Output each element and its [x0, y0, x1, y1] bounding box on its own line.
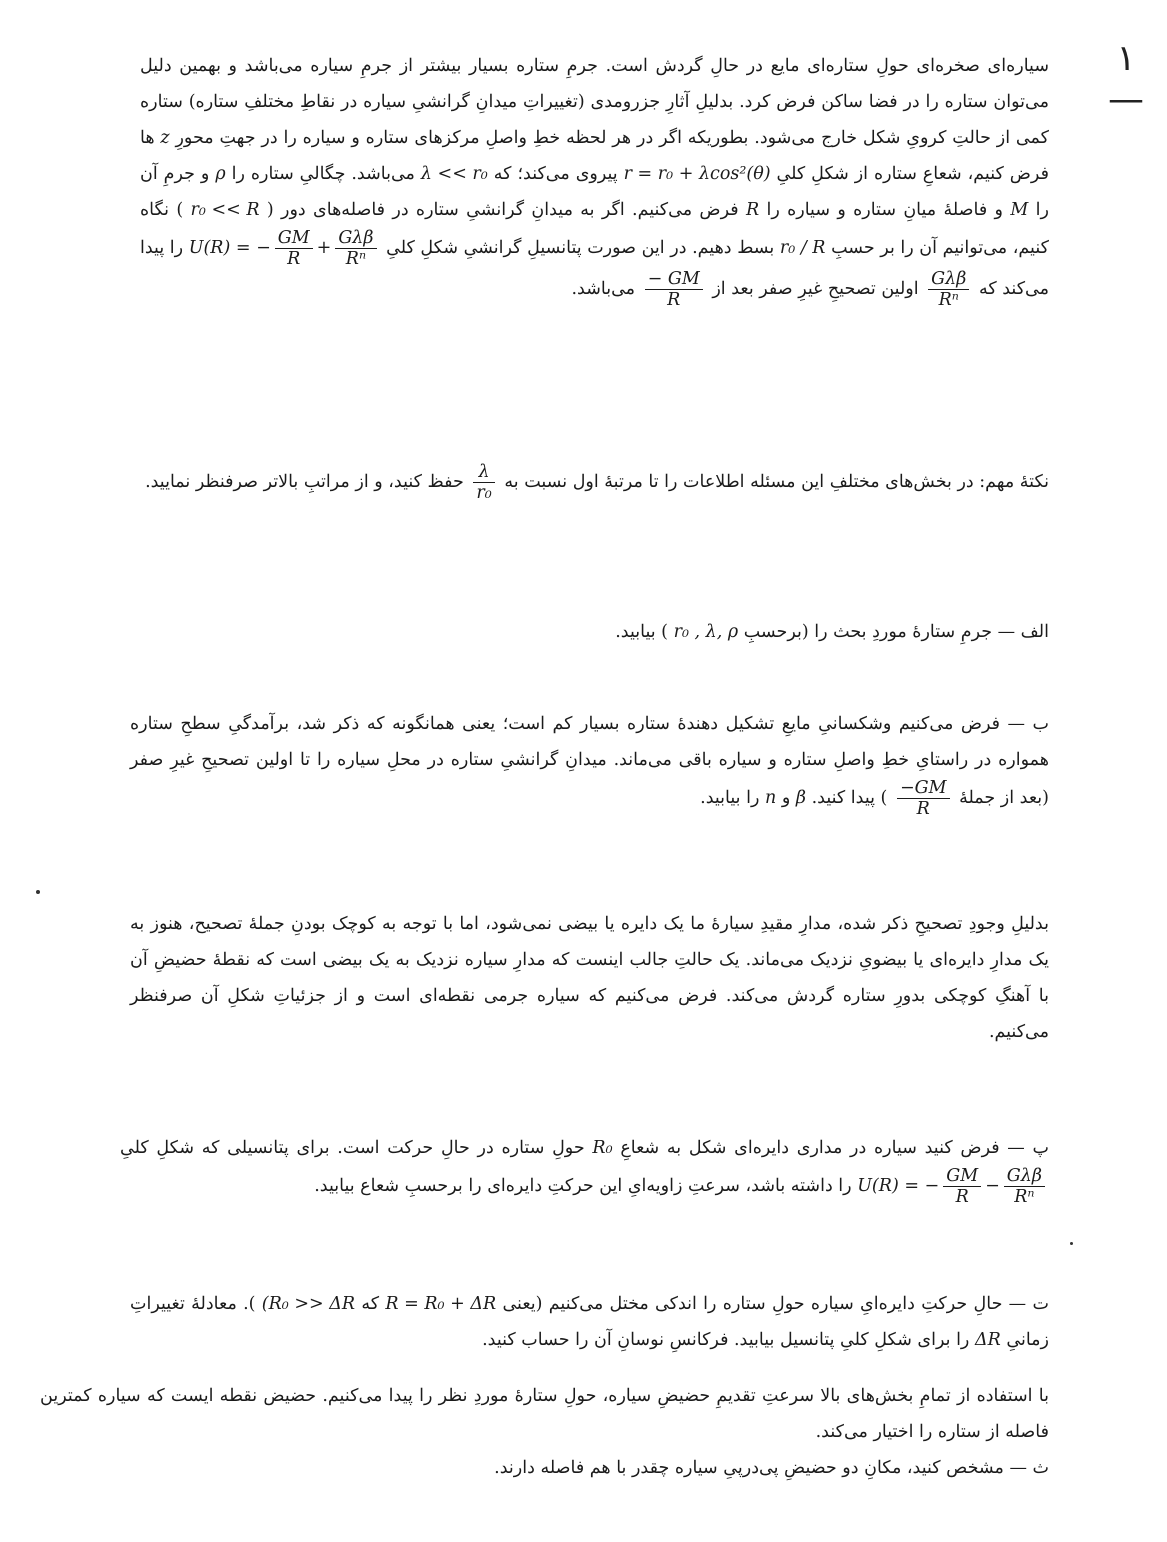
fraction-denominator: R: [287, 249, 301, 270]
part-p-text-2: حولِ ستاره در حالِ حرکت است. برای پتانسیلی که شکلِ کلیِ: [120, 1138, 585, 1158]
math-lambda-condition: λ << r₀: [420, 164, 488, 184]
math-R: R: [745, 200, 760, 220]
problem-number: ١ —: [1108, 38, 1144, 120]
math-R0: R₀: [592, 1138, 613, 1158]
fraction-denominator: Rⁿ: [1014, 1187, 1035, 1208]
note-text-1: نکتهٔ مهم: در بخش‌های مختلفِ این مسئله اطلاعات را تا مرتبهٔ اول نسبت به: [504, 472, 1049, 493]
math-radius-formula: r = r₀ + λcos²(θ): [623, 164, 771, 184]
intro-text-12: می‌باشد.: [571, 279, 636, 300]
fraction-numerator: GM: [943, 1166, 981, 1187]
intro-text-4: می‌باشد. چگالیِ ستاره را: [231, 164, 415, 184]
fraction-correction-term: [1004, 1166, 1045, 1207]
intro-text-7: فرض می‌کنیم. اگر به میدانِ گرانشیِ ستاره در فاصله‌های دور (: [266, 200, 739, 220]
intro-text-11: اولین تصحیحِ غیرِ صفر بعد از: [712, 279, 919, 300]
part-b-text-1: ب — فرض می‌کنیم وشکسانیِ مایعِ تشکیل دهندهٔ ستاره بسیار کم است؛ یعنی همانگونه که ذکر شد، برآمدگیِ سطحِ ستاره همواره در راستایِ خطِ واصلِ ستاره و سیاره باقی می‌ماند. میدانِ گرانشیِ ستاره در محلِ سیاره را تا اولین تصحیحِ غیرِ صفر (بعد از جملهٔ: [130, 714, 1049, 809]
intro-text-8: ) نگاه کنیم، می‌توانیم آن را بر حسبِ: [140, 200, 1049, 259]
intro-text-10: را پیدا می‌کند که: [140, 238, 1049, 300]
math-rho: ρ: [215, 164, 226, 184]
scan-speck: [1070, 1242, 1073, 1245]
part-p-text-1: پ — فرض کنید سیاره در مداری دایره‌ای شکل به شعاعِ: [620, 1138, 1049, 1158]
important-note: [130, 462, 1049, 503]
fraction-denominator: r₀: [476, 483, 492, 504]
part-p-text-3: را داشته باشد، سرعتِ زاویه‌ایِ این حرکتِ دایره‌ای را برحسبِ شعاع بیابید.: [314, 1176, 852, 1197]
part-b-text-2: ) پیدا کنید.: [811, 788, 888, 809]
fraction-denominator: Rⁿ: [345, 249, 367, 270]
math-ratio: r₀ / R: [779, 238, 826, 259]
fraction-minus-GM-over-R: [645, 269, 703, 310]
part-a: [130, 614, 1049, 650]
math-potential-p: [857, 1166, 1049, 1207]
minus-sign: −: [985, 1176, 1000, 1197]
intro-text-1: سیاره‌ای صخره‌ای حولِ ستاره‌ای مایع در حالِ گردش است. جرمِ ستاره بسیار بیشتر از جرمِ سیاره می‌باشد و بهمین دلیل می‌توان ستاره را در فضا ساکن فرض کرد. بدلیلِ آثارِ جزرومدی (تغییراتِ میدانِ گرانشیِ سیاره در نقاطِ مختلفِ ستاره) ستاره کمی از حالتِ کرویِ شکل خارج می‌شود. بطوریکه اگر در هر لحظه خطِ واصلِ مرکزهای ستاره و سیاره را در جهتِ محورِ: [140, 56, 1049, 148]
intro-text-3: پیروی می‌کند؛ که: [493, 164, 618, 184]
part-b-text-3: و: [781, 788, 791, 809]
intro-paragraph: [140, 48, 1049, 311]
intro-text-5: و جرمِ آن را: [140, 164, 1049, 220]
potential-lhs-text: U(R) = −: [857, 1176, 940, 1197]
part-a-text-2: ) بیابید.: [615, 622, 669, 642]
fraction-denominator: R: [916, 799, 930, 820]
math-delta-R: ΔR: [974, 1330, 1001, 1350]
part-th: ث — مشخص کنید، مکانِ دو حضیضِ پی‌درپیِ سیاره چقدر با هم فاصله دارند.: [494, 1458, 1049, 1478]
fraction-GM-over-R: [275, 228, 313, 269]
fraction-numerator: λ: [473, 462, 494, 483]
math-perturbation: R = R₀ + ΔR: [385, 1294, 497, 1314]
math-M: M: [1010, 200, 1029, 220]
precession-paragraph: با استفاده از تمامِ بخش‌های بالا سرعتِ تقدیمِ حضیضِ سیاره، حولِ ستارهٔ موردِ نظر را پیدا می‌کنیم. حضیض نقطه ایست که سیاره کمترین فاصله از ستاره را اختیار می‌کند.: [40, 1386, 1049, 1442]
note-text-2: حفظ کنید، و از مراتبِ بالاتر صرفنظر نمایید.: [145, 472, 464, 493]
part-b: [130, 706, 1049, 819]
fraction-GM-over-R: [943, 1166, 981, 1207]
math-far-condition: r₀ << R: [190, 200, 260, 220]
fraction-numerator: GM: [275, 228, 313, 249]
fraction-numerator: Gλβ: [928, 269, 969, 290]
potential-lhs-text: U(R) = −: [188, 238, 271, 259]
fraction-minus-GM-over-R: [897, 778, 950, 819]
part-t: [130, 1286, 1049, 1358]
part-t-text-3: ). معادلهٔ تغییراتِ زمانیِ: [130, 1294, 1049, 1350]
fraction-numerator: −GM: [897, 778, 950, 799]
intro-text-6: و فاصلهٔ میانِ ستاره و سیاره را: [766, 200, 1003, 220]
math-variables: r₀ , λ, ρ: [673, 622, 739, 642]
fraction-correction-term-2: [928, 269, 969, 310]
fraction-lambda-over-r0: [473, 462, 494, 503]
intro-text-2: ها فرض کنیم، شعاعِ ستاره از شکلِ کلیِ: [140, 128, 1049, 184]
part-t-text-1: ت — حالِ حرکتِ دایره‌ایِ سیاره حولِ ستاره را اندکی مختل می‌کنیم (یعنی: [502, 1294, 1049, 1314]
math-beta: β: [795, 788, 807, 809]
plus-sign: +: [316, 238, 332, 259]
fraction-numerator: − GM: [645, 269, 703, 290]
fraction-numerator: Gλβ: [335, 228, 376, 249]
fraction-denominator: R: [667, 290, 681, 311]
orbit-paragraph: بدلیلِ وجودِ تصحیحِ ذکر شده، مدارِ مقیدِ سیارهٔ ما یک دایره یا بیضی نمی‌شود، اما با توجه به کوچک بودنِ جملهٔ تصحیح، هنوز به یک مدارِ دایره‌ای یا بیضویِ نزدیک می‌ماند. یک حالتِ جالب اینست که مدارِ سیاره نزدیک به یک بیضی است که نقطهٔ حضیضِ آن با آهنگِ کوچکی بدورِ ستاره گردش می‌کند. فرض می‌کنیم که سیاره جرمی نقطه‌ای است و از جزئیاتِ شکلِ آن صرفنظر می‌کنیم.: [130, 914, 1049, 1042]
scan-speck: [36, 890, 40, 894]
fraction-correction-term: [335, 228, 376, 269]
part-p: [120, 1130, 1049, 1207]
fraction-denominator: R: [955, 1187, 969, 1208]
part-a-text-1: الف — جرمِ ستارهٔ موردِ بحث را (برحسبِ: [743, 622, 1049, 642]
math-n: n: [765, 788, 777, 809]
part-t-text-4: را برای شکلِ کلیِ پتانسیل بیابید. فرکانسِ نوسانِ آن را حساب کنید.: [482, 1330, 970, 1350]
fraction-numerator: Gλβ: [1004, 1166, 1045, 1187]
fraction-denominator: Rⁿ: [938, 290, 959, 311]
intro-text-9: بسط دهیم. در این صورت پتانسیلِ گرانشیِ شکلِ کلیِ: [386, 238, 775, 259]
math-potential-lhs: [189, 228, 381, 269]
part-b-text-4: را بیابید.: [700, 788, 760, 809]
math-small-condition: (R₀ >> ΔR: [261, 1294, 356, 1314]
math-z: z: [160, 128, 170, 148]
part-t-text-2: که: [361, 1294, 380, 1314]
